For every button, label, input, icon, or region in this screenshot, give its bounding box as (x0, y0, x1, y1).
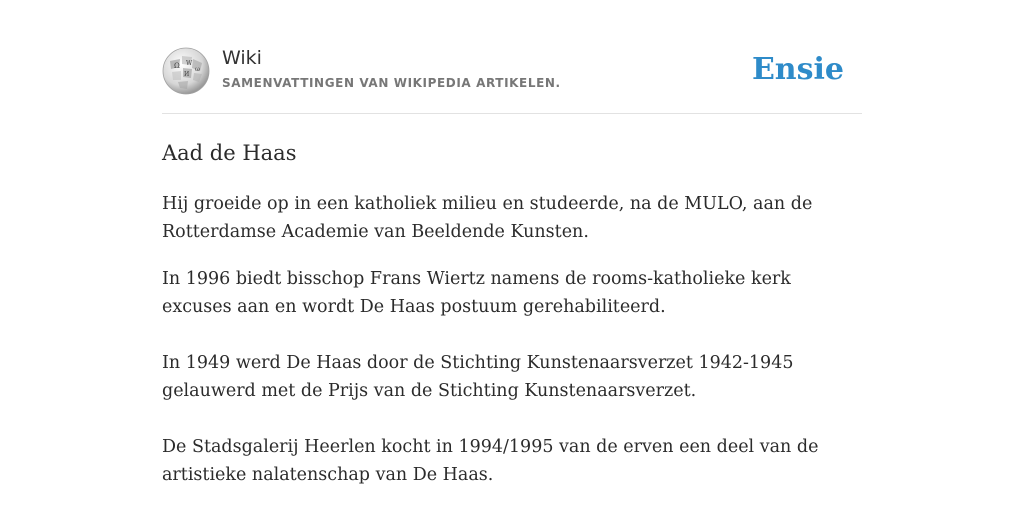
wikipedia-globe-icon[interactable] (162, 47, 210, 95)
svg-text:ω: ω (195, 66, 200, 73)
article-paragraph: In 1996 biedt bisschop Frans Wiertz namens de rooms-katholieke kerk excuses aan en wordt De Haas postuum gerehabiliteerd. (162, 269, 791, 317)
brand-logo-link[interactable]: Ensie (751, 52, 844, 87)
site-header (162, 0, 862, 114)
article-paragraph: Hij groeide op in een katholiek milieu en studeerde, na de MULO, aan de Rotterdamse Academie van Beeldende Kunsten. (162, 194, 813, 242)
svg-text:И: И (184, 71, 190, 78)
article-paragraph: In 1949 werd De Haas door de Stichting Kunstenaarsverzet 1942-1945 gelauwerd met de Prijs van de Stichting Kunstenaarsverzet. (162, 353, 794, 401)
svg-text:Ω: Ω (174, 62, 180, 70)
article-paragraph: De Stadsgalerij Heerlen kocht in 1994/1995 van de erven een deel van de artistieke nalatenschap van De Haas. (162, 437, 819, 485)
site-name[interactable]: Wiki (222, 47, 262, 69)
article-title: Aad de Haas (162, 141, 297, 165)
site-tagline: SAMENVATTINGEN VAN WIKIPEDIA ARTIKELEN. (222, 76, 561, 90)
svg-text:W: W (186, 60, 193, 67)
page (162, 0, 862, 485)
